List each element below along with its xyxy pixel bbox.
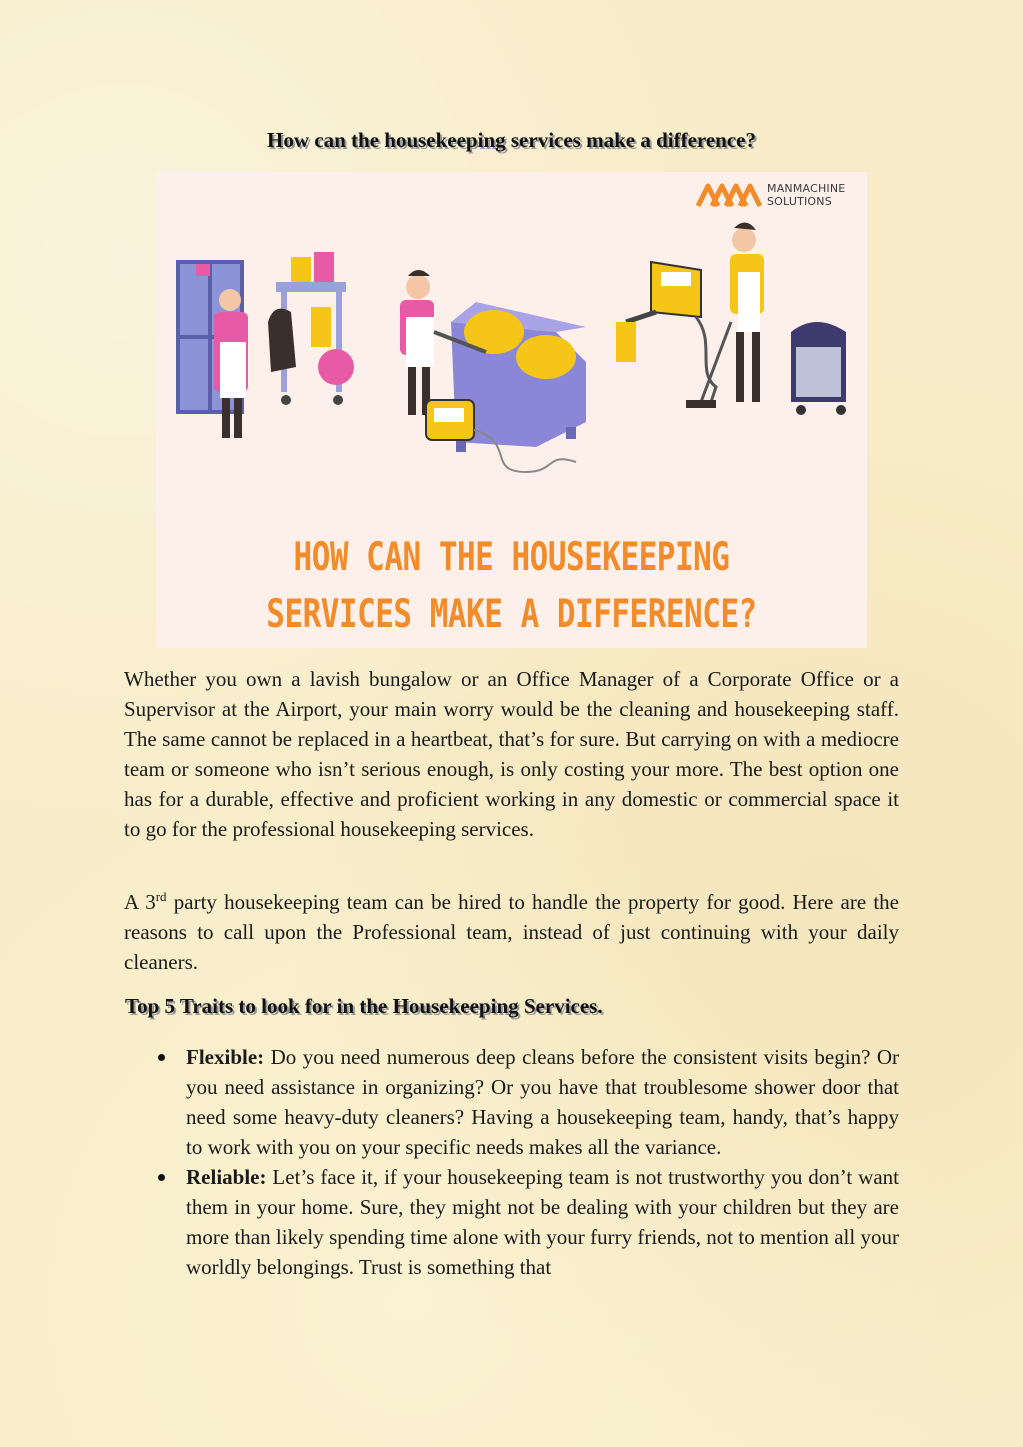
logo-line-1: MANMACHINE	[767, 182, 846, 195]
bullet-icon	[158, 1174, 165, 1181]
para2-rest: party housekeeping team can be hired to handle the property for good. Here are the reasons to call upon the Professional team, instead of just continuing with your daily cleaners.	[124, 890, 899, 974]
third-party-paragraph	[124, 887, 899, 977]
bullet-icon	[158, 1054, 165, 1061]
vacuum-cleaner-figure	[616, 222, 846, 415]
intro-paragraph: Whether you own a lavish bungalow or an Office Manager of a Corporate Office or a Supervisor at the Airport, your main worry would be the cleaning and housekeeping staff. The same cannot be replaced in a heartbeat, that’s for sure. But carrying on with a mediocre team or someone who isn’t serious enough, is only costing your more. The best option one has for a durable, effective and proficient working in any domestic or commercial space it to go for the professional housekeeping services.	[124, 667, 899, 841]
trait-label: Reliable:	[186, 1165, 267, 1189]
trait-label: Flexible:	[186, 1045, 265, 1069]
traits-heading: Top 5 Traits to look for in the Housekeeping Services.	[125, 994, 603, 1018]
manmachine-logo-icon	[698, 186, 760, 206]
page-heading: How can the housekeeping services make a difference?	[267, 128, 756, 152]
trait-text: Let’s face it, if your housekeeping team is not trustworthy you don’t want them in your home. Sure, they might not be dealing with your children but they are more than likely spending time alone with your furry friends, not to mention all your worldly belongings. Trust is something that	[186, 1165, 899, 1279]
hero-illustration	[156, 172, 867, 648]
logo-line-2: SOLUTIONS	[767, 195, 832, 208]
window-cleaner-figure	[178, 262, 248, 438]
hero-title-line-2: SERVICES MAKE A DIFFERENCE?	[266, 592, 757, 637]
para2-prefix: A 3	[124, 890, 156, 914]
list-item	[124, 1162, 899, 1282]
trait-text: Do you need numerous deep cleans before the consistent visits begin? Or you need assistance in organizing? Or you have that troublesome shower door that need some heavy-duty cleaners? Having a housekeeping team, handy, that’s happy to work with you on your specific needs makes all the variance.	[186, 1045, 899, 1159]
traits-list	[124, 1042, 899, 1282]
logo-text	[767, 182, 845, 208]
hero-title-line-1: HOW CAN THE HOUSEKEEPING	[293, 535, 730, 580]
cleaning-cart	[268, 252, 354, 405]
para2-superscript: rd	[155, 889, 167, 904]
list-item	[124, 1042, 899, 1162]
